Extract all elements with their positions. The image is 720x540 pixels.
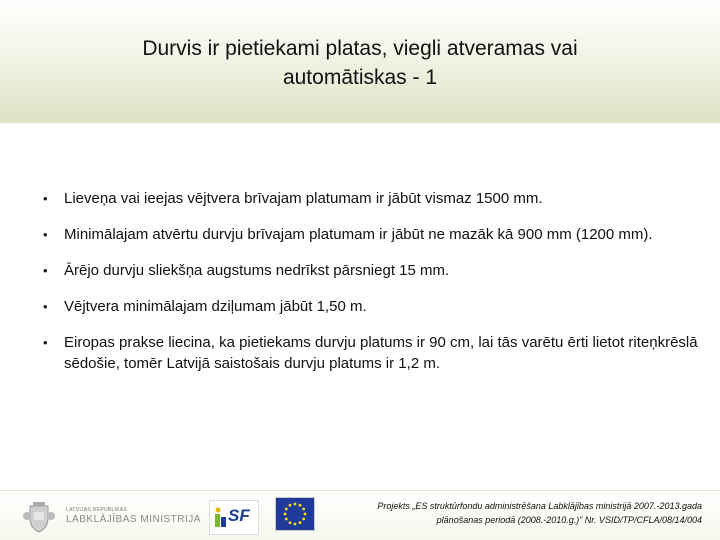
slide-title bbox=[60, 34, 660, 92]
bullet-list bbox=[40, 188, 700, 389]
slide-title-line-1: Durvis ir pietiekami platas, viegli atveramas vai bbox=[142, 37, 578, 60]
bullet-dot: • bbox=[43, 299, 48, 314]
slide-title-line-2: automātiskas - 1 bbox=[282, 66, 438, 89]
project-caption-line-1: Projekts „ES struktūrfondu administrēšana Labklājības ministrijā 2007.-2013.gada bbox=[377, 501, 702, 511]
esf-logo bbox=[209, 500, 259, 535]
bullet-item bbox=[40, 224, 700, 245]
bullet-item bbox=[40, 332, 700, 374]
bullet-text: Ārējo durvju sliekšņa augstums nedrīkst pārsniegt 15 mm. bbox=[64, 262, 450, 279]
bullet-dot: • bbox=[43, 227, 48, 242]
ministry-name: LABKLĀJĪBAS MINISTRIJA bbox=[66, 514, 201, 525]
esf-label: SF bbox=[228, 506, 250, 525]
ministry-logo bbox=[22, 500, 201, 534]
ministry-small-text: LATVIJAS REPUBLIKAS bbox=[66, 507, 128, 513]
footer-divider bbox=[0, 490, 720, 491]
coat-of-arms-icon bbox=[22, 500, 56, 534]
esf-figure-icon bbox=[213, 507, 229, 529]
bullet-item bbox=[40, 260, 700, 281]
bullet-text: Eiropas prakse liecina, ka pietiekams durvju platums ir 90 cm, lai tās varētu ērti lietot riteņkrēslā sēdošie, tomēr Latvijā saistošais durvju platums ir 1,2 m. bbox=[64, 334, 698, 372]
bullet-item bbox=[40, 296, 700, 317]
eu-flag-icon bbox=[275, 497, 315, 531]
bullet-dot: • bbox=[43, 191, 48, 206]
bullet-text: Minimālajam atvērtu durvju brīvajam platumam ir jābūt ne mazāk kā 900 mm (1200 mm). bbox=[64, 226, 653, 243]
bullet-item bbox=[40, 188, 700, 209]
project-caption-line-2: plānošanas periodā (2008.-2010.g.)” Nr. VSID/TP/CFLA/08/14/004 bbox=[436, 515, 702, 525]
bullet-dot: • bbox=[43, 263, 48, 278]
bullet-text: Lieveņa vai ieejas vējtvera brīvajam platumam ir jābūt vismaz 1500 mm. bbox=[64, 190, 543, 207]
project-caption bbox=[330, 499, 702, 527]
bullet-text: Vējtvera minimālajam dziļumam jābūt 1,50 m. bbox=[64, 298, 367, 315]
bullet-dot: • bbox=[43, 335, 48, 350]
